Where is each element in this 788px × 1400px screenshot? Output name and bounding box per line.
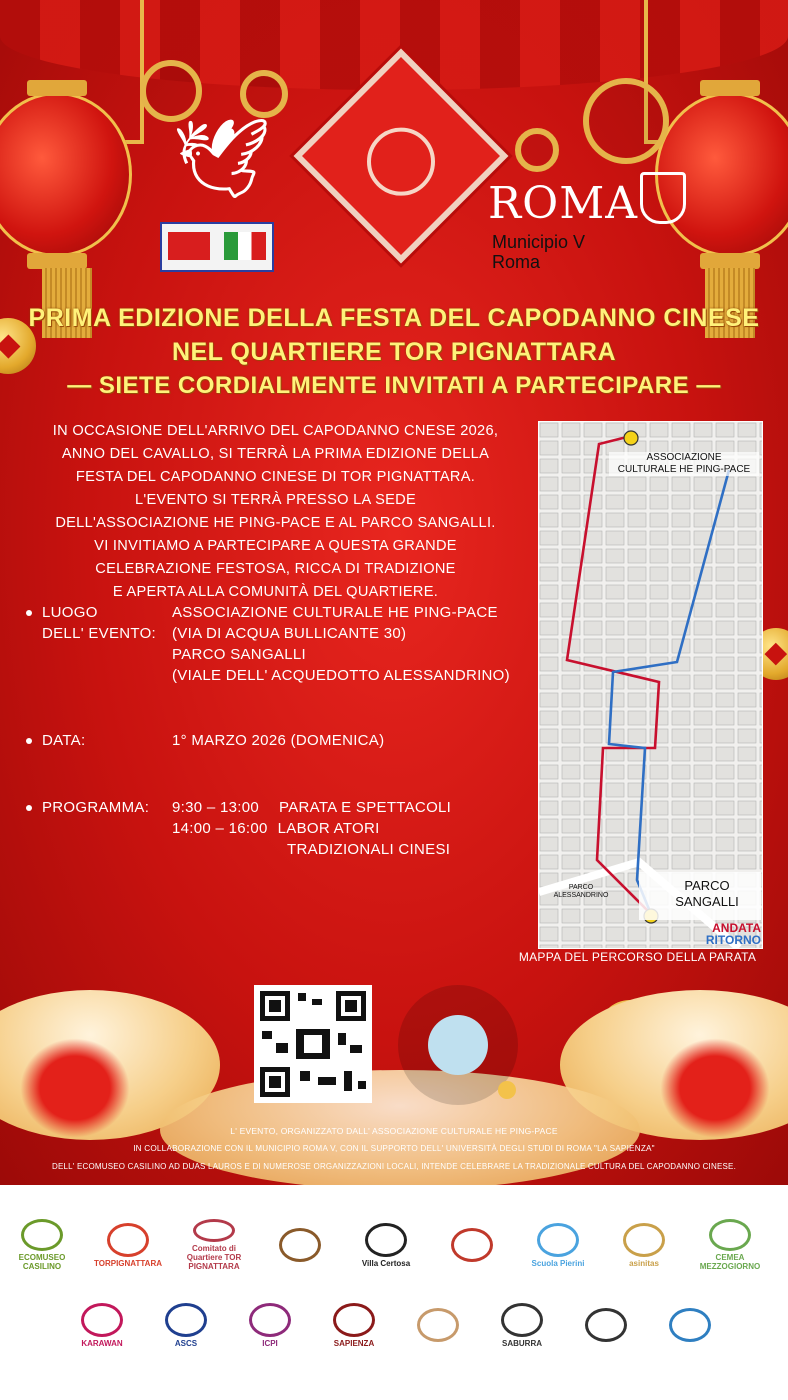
luogo-value: ASSOCIAZIONE CULTURALE HE PING-PACE (VIA DI ACQUA BULLICANTE 30) PARCO SANGALLI (VIALE DELL' ACQUEDOTTO ALESSANDRINO) xyxy=(172,604,510,684)
fingerprint-icon xyxy=(417,1308,459,1342)
map-caption: MAPPA DEL PERCORSO DELLA PARATA xyxy=(518,950,757,964)
flower-knot-icon xyxy=(515,128,559,172)
wechat-qr-code[interactable] xyxy=(398,985,518,1105)
sponsor-label: Villa Certosa xyxy=(361,1258,411,1268)
wechat-qr-center xyxy=(428,1015,488,1075)
sponsor-label: CEMEA MEZZOGIORNO xyxy=(699,1253,761,1271)
intro-paragraph: IN OCCASIONE DELL'ARRIVO DEL CAPODANNO CNESE 2026, ANNO DEL CAVALLO, SI TERRÀ LA PRIMA EDIZIONE DELLA FESTA DEL CAPODANNO CINESE DI TOR PIGNATTARA. L'EVENTO SI TERRÀ PRESSO LA SEDE DELL'ASSOCIAZIONE HE PING-PACE E AL PARCO SANGALLI. VI INVITIAMO A PARTECIPARE A QUESTA GRANDE CELEBRAZIONE FESTOSA, RICCA DI TRADIZIONE E APERTA ALLA COMUNITÀ DEL QUARTIERE. xyxy=(52,423,499,600)
sponsor-logo xyxy=(354,1219,418,1271)
sponsor-logo xyxy=(526,1219,590,1271)
headline-line-1: PRIMA EDIZIONE DELLA FESTA DEL CAPODANNO CINESE xyxy=(28,304,760,332)
data-value: 1° MARZO 2026 (DOMENICA) xyxy=(172,732,385,749)
sponsor-logos-row-1 xyxy=(0,1215,788,1275)
sponsor-label: asinitas xyxy=(629,1258,659,1268)
sponsor-logo xyxy=(658,1299,722,1351)
qr-pattern xyxy=(254,985,372,1103)
sponsor-logo xyxy=(574,1299,638,1351)
sponsor-label: ASCS xyxy=(174,1338,198,1348)
knot-small-icon xyxy=(240,70,288,118)
sponsor-logo xyxy=(96,1219,160,1271)
association-logo xyxy=(160,114,272,270)
sponsor-logo xyxy=(238,1299,302,1351)
roma-shield-icon xyxy=(640,172,686,224)
dove-icon: 🕊 xyxy=(172,114,272,204)
sponsor-logos-row-2 xyxy=(0,1295,788,1355)
headline-line-3: — SIETE CORDIALMENTE INVITATI A PARTECIPARE — xyxy=(67,372,721,399)
sponsor-label: Scuola Pierini xyxy=(531,1258,585,1268)
programma-schedule: 9:30 – 13:00 PARATA E SPETTACOLI 14:00 – 16:00 LABOR ATORI TRADIZIONALI CINESI xyxy=(172,799,452,858)
map-park-small-label: PARCO ALESSANDRINO xyxy=(553,884,609,899)
municipio-label: Municipio V Roma xyxy=(492,232,586,272)
sponsor-label: Comitato di Quartiere TOR PIGNATTARA xyxy=(186,1244,242,1271)
sponsor-label: SABURRA xyxy=(502,1338,542,1348)
donkey-icon xyxy=(623,1223,665,1257)
sponsor-logo xyxy=(182,1219,246,1271)
karawan-icon xyxy=(81,1303,123,1337)
sponsor-label: ECOMUSEO CASILINO xyxy=(18,1253,66,1271)
sponsor-logo xyxy=(322,1299,386,1351)
qr-code[interactable] xyxy=(254,985,372,1103)
circle-logo-icon xyxy=(107,1223,149,1257)
programma-label: PROGRAMMA: xyxy=(26,797,149,818)
data-label: DATA: xyxy=(26,730,85,751)
sponsor-logo xyxy=(440,1219,504,1271)
roma-title: ROMA xyxy=(488,178,639,229)
cemea-icon xyxy=(709,1219,751,1251)
book-flags-icon xyxy=(160,222,274,272)
house-icon xyxy=(451,1228,493,1262)
sponsor-label: ICPI xyxy=(262,1338,278,1348)
sponsor-logo xyxy=(268,1219,332,1271)
sponsor-logo xyxy=(10,1219,74,1271)
ecomuseo-icon xyxy=(21,1219,63,1251)
knot-ring-icon xyxy=(140,60,202,122)
sponsor-logo xyxy=(698,1219,762,1271)
sponsor-logo xyxy=(612,1219,676,1271)
wechat-logo-icon xyxy=(498,1081,516,1099)
tower-icon xyxy=(193,1219,235,1242)
sponsor-label: TORPIGNATTARA xyxy=(94,1258,162,1268)
round-badge-icon xyxy=(585,1308,627,1342)
cat-icon xyxy=(365,1223,407,1257)
map-svg xyxy=(539,422,762,948)
footer-line-2: IN COLLABORAZIONE CON IL MUNICIPIO ROMA V, CON IL SUPPORTO DELL' UNIVERSITÀ DEGLI STUDI DI ROMA "LA SAPIENZA" xyxy=(133,1144,655,1153)
luogo-label: LUOGO DELL' EVENTO: xyxy=(26,602,156,644)
sapienza-icon xyxy=(333,1303,375,1337)
footer-line-3: DELL' ECOMUSEO CASILINO AD DUAS LAUROS E DI NUMEROSE ORGANIZZAZIONI LOCALI, INTENDE CELEBRARE LA TRADIZIONALE CULTURA DEL CAPODANNO CINESE. xyxy=(52,1162,736,1171)
blue-circle-icon xyxy=(669,1308,711,1342)
map-start-marker xyxy=(624,431,638,445)
headline-line-2: NEL QUARTIERE TOR PIGNATTARA xyxy=(171,338,617,366)
footer-line-1: L' EVENTO, ORGANIZZATO DALL' ASSOCIAZIONE CULTURALE HE PING-PACE xyxy=(230,1126,558,1136)
parade-route-map xyxy=(538,421,763,949)
sponsor-logo xyxy=(154,1299,218,1351)
map-legend: ANDATA RITORNO xyxy=(705,921,761,947)
sponsor-logo xyxy=(406,1299,470,1351)
ascs-icon xyxy=(165,1303,207,1337)
sponsor-label: KARAWAN xyxy=(81,1338,123,1348)
icpi-icon xyxy=(249,1303,291,1337)
map-start-label: ASSOCIAZIONE CULTURALE HE PING-PACE xyxy=(609,452,759,476)
tablet-icon xyxy=(537,1223,579,1257)
sponsor-logo xyxy=(490,1299,554,1351)
horse-paper-cut-left-icon xyxy=(20,1038,130,1138)
horse-paper-cut-right-icon xyxy=(660,1038,770,1138)
map-end-label: PARCO SANGALLI xyxy=(675,878,739,909)
car-icon xyxy=(501,1303,543,1337)
knot-ring-icon-right xyxy=(583,78,669,164)
sponsor-label: SAPIENZA xyxy=(333,1338,375,1348)
round-seal-icon xyxy=(279,1228,321,1262)
sponsor-logo xyxy=(70,1299,134,1351)
